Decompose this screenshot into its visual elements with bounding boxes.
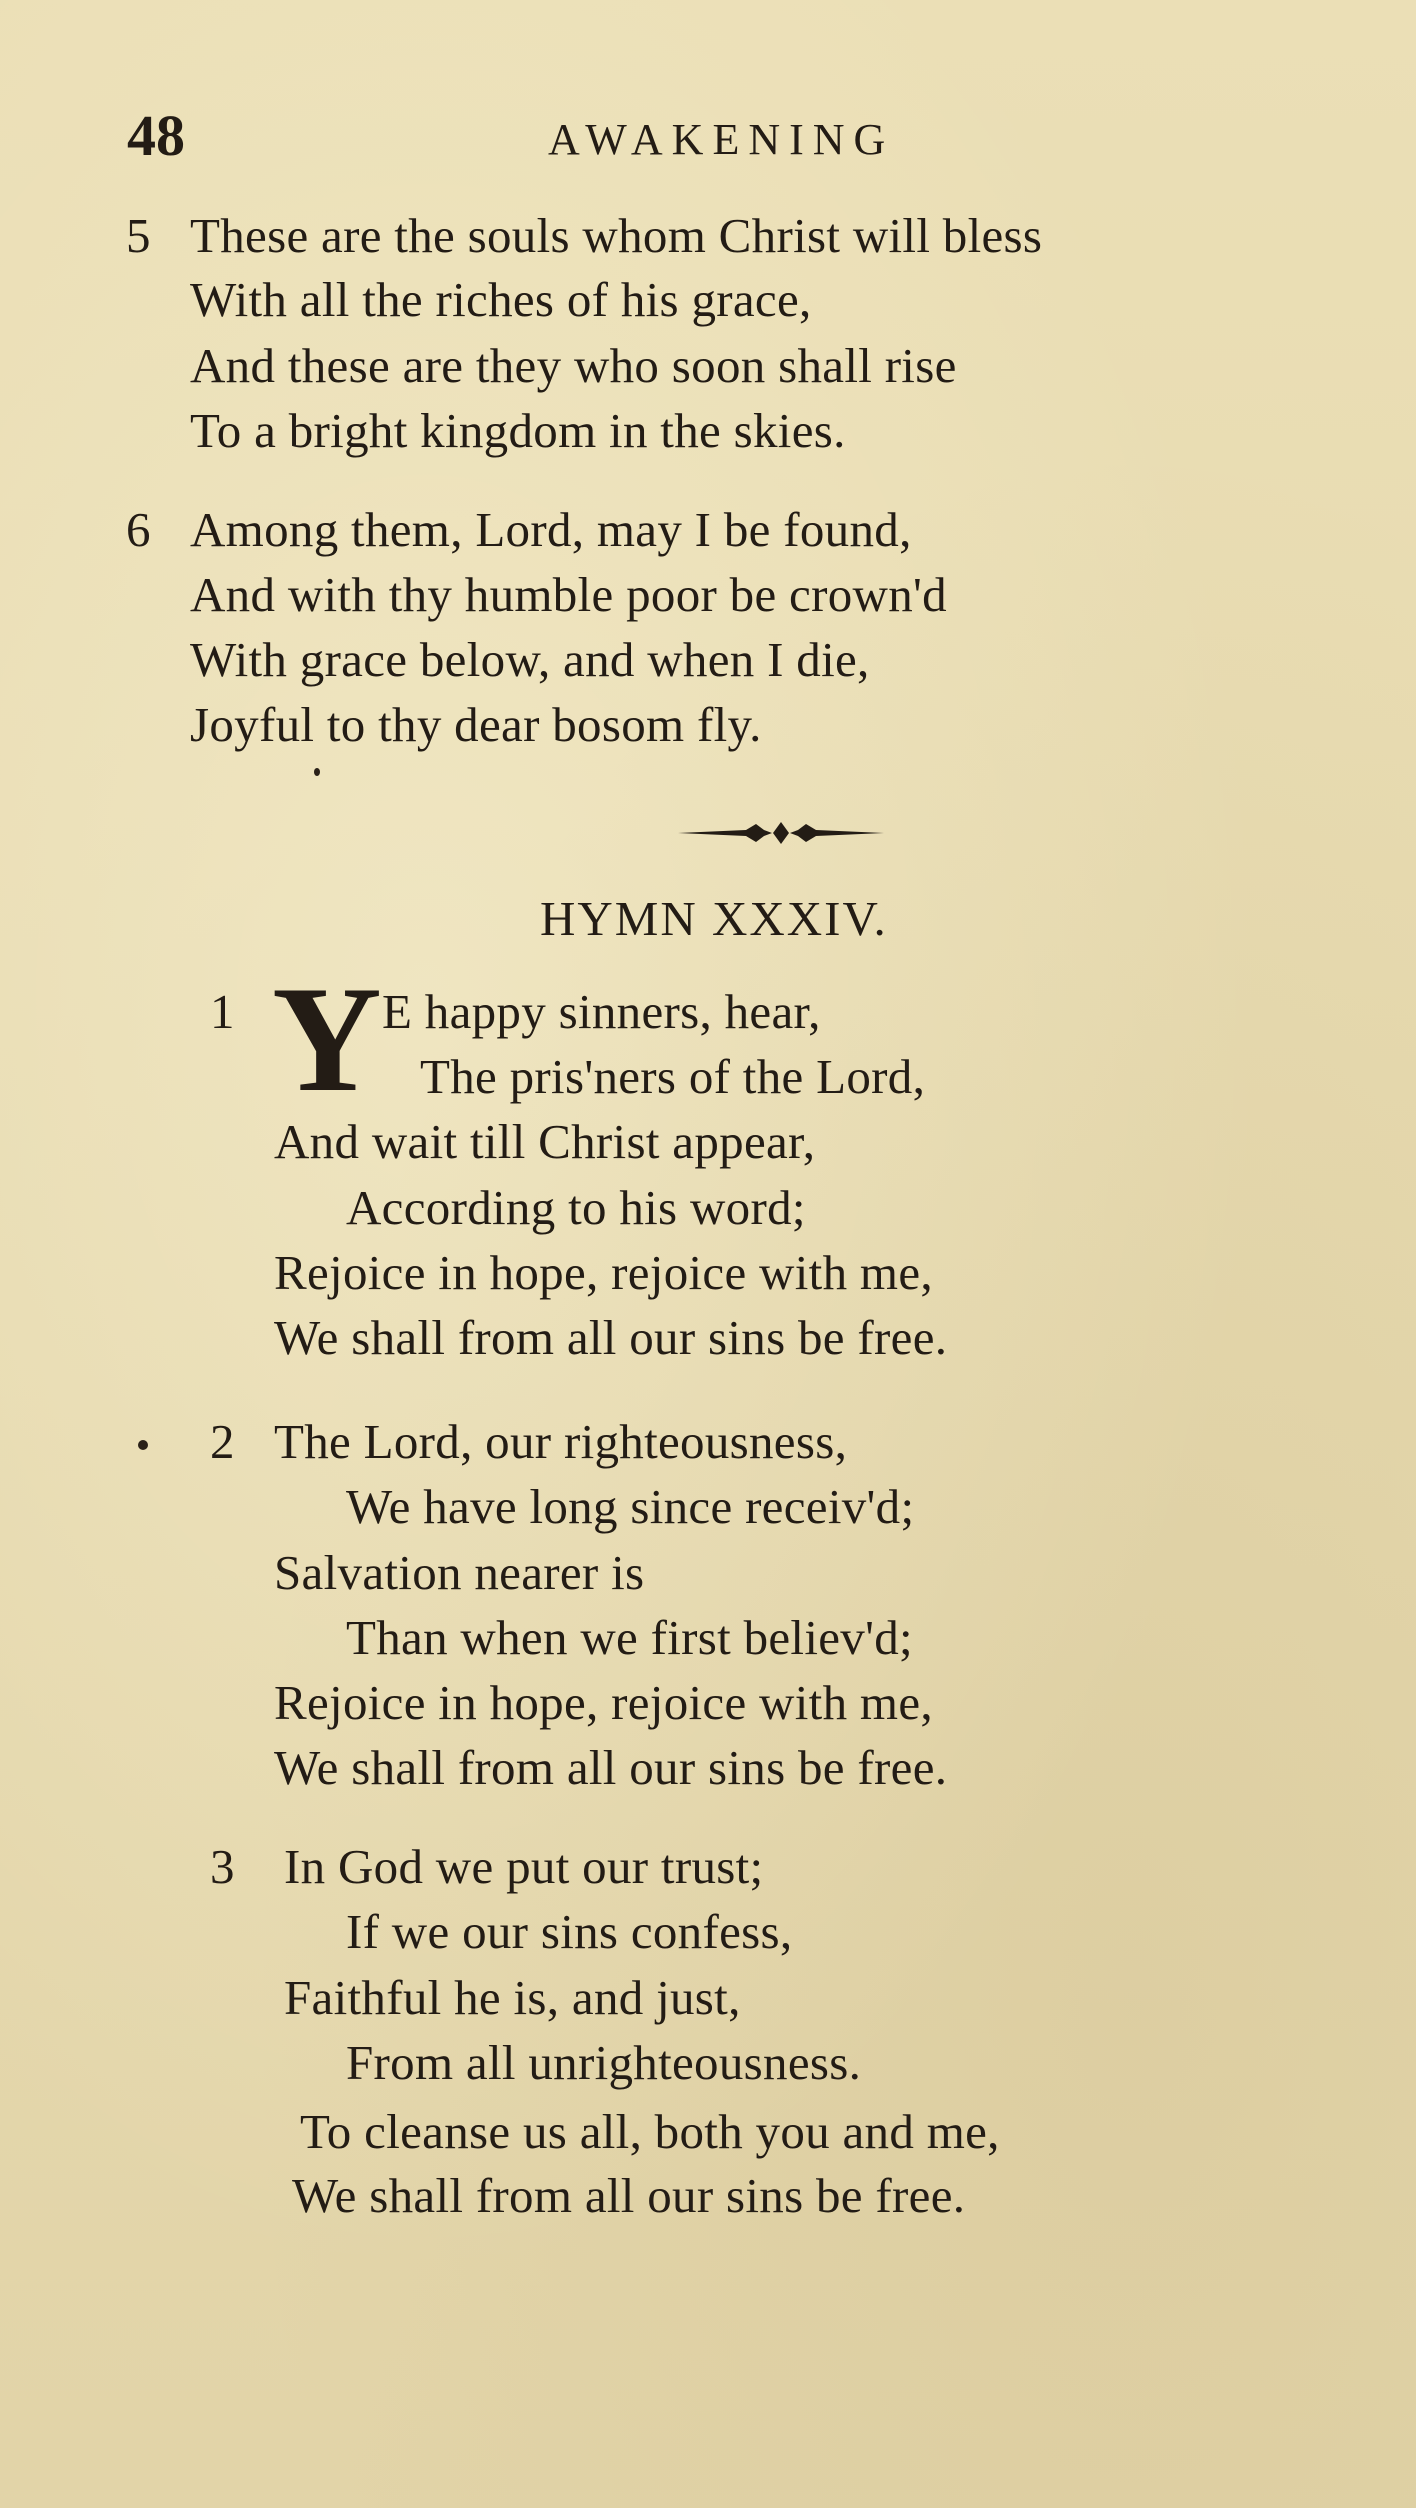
verse-line: According to his word; <box>346 1180 806 1235</box>
verse-line: If we our sins confess, <box>346 1904 793 1959</box>
page-number: 48 <box>127 103 185 168</box>
verse-line: We have long since receiv'd; <box>346 1479 915 1534</box>
verse-line: To a bright kingdom in the skies. <box>190 403 846 458</box>
verse-number: 5 <box>126 208 151 263</box>
verse-line: To cleanse us all, both you and me, <box>300 2104 1000 2159</box>
verse-line: Rejoice in hope, rejoice with me, <box>274 1675 933 1730</box>
verse-line: The Lord, our righteousness, <box>274 1414 848 1469</box>
verse-line: Joyful to thy dear bosom fly. <box>190 697 762 752</box>
verse-line: E happy sinners, hear, <box>382 984 821 1039</box>
verse-number: 2 <box>210 1414 235 1469</box>
ink-speck <box>138 1440 148 1450</box>
verse-line: And with thy humble poor be crown'd <box>190 567 947 622</box>
verse-line: And wait till Christ appear, <box>274 1114 816 1169</box>
verse-number: 1 <box>210 984 235 1039</box>
hymn-title: HYMN XXXIV. <box>540 891 888 946</box>
verse-line: With all the riches of his grace, <box>190 272 812 327</box>
drop-cap: Y <box>272 955 382 1123</box>
verse-line: Than when we first believ'd; <box>346 1610 913 1665</box>
verse-line: We shall from all our sins be free. <box>274 1740 948 1795</box>
verse-line: With grace below, and when I die, <box>190 632 870 687</box>
verse-line: Rejoice in hope, rejoice with me, <box>274 1245 933 1300</box>
verse-number: 3 <box>210 1839 235 1894</box>
ornament-divider <box>676 818 886 848</box>
verse-line: We shall from all our sins be free. <box>292 2168 966 2223</box>
verse-line: The pris'ners of the Lord, <box>420 1049 926 1104</box>
verse-number: 6 <box>126 502 151 557</box>
running-title: AWAKENING <box>548 115 895 164</box>
verse-line: In God we put our trust; <box>284 1839 764 1894</box>
verse-line: Salvation nearer is <box>274 1545 645 1600</box>
verse-line: Among them, Lord, may I be found, <box>190 502 912 557</box>
ink-speck <box>314 768 320 776</box>
verse-line: We shall from all our sins be free. <box>274 1310 948 1365</box>
verse-line: Faithful he is, and just, <box>284 1970 741 2025</box>
verse-line: These are the souls whom Christ will bless <box>190 208 1043 263</box>
verse-line: And these are they who soon shall rise <box>190 338 957 393</box>
verse-line: From all unrighteousness. <box>346 2035 862 2090</box>
